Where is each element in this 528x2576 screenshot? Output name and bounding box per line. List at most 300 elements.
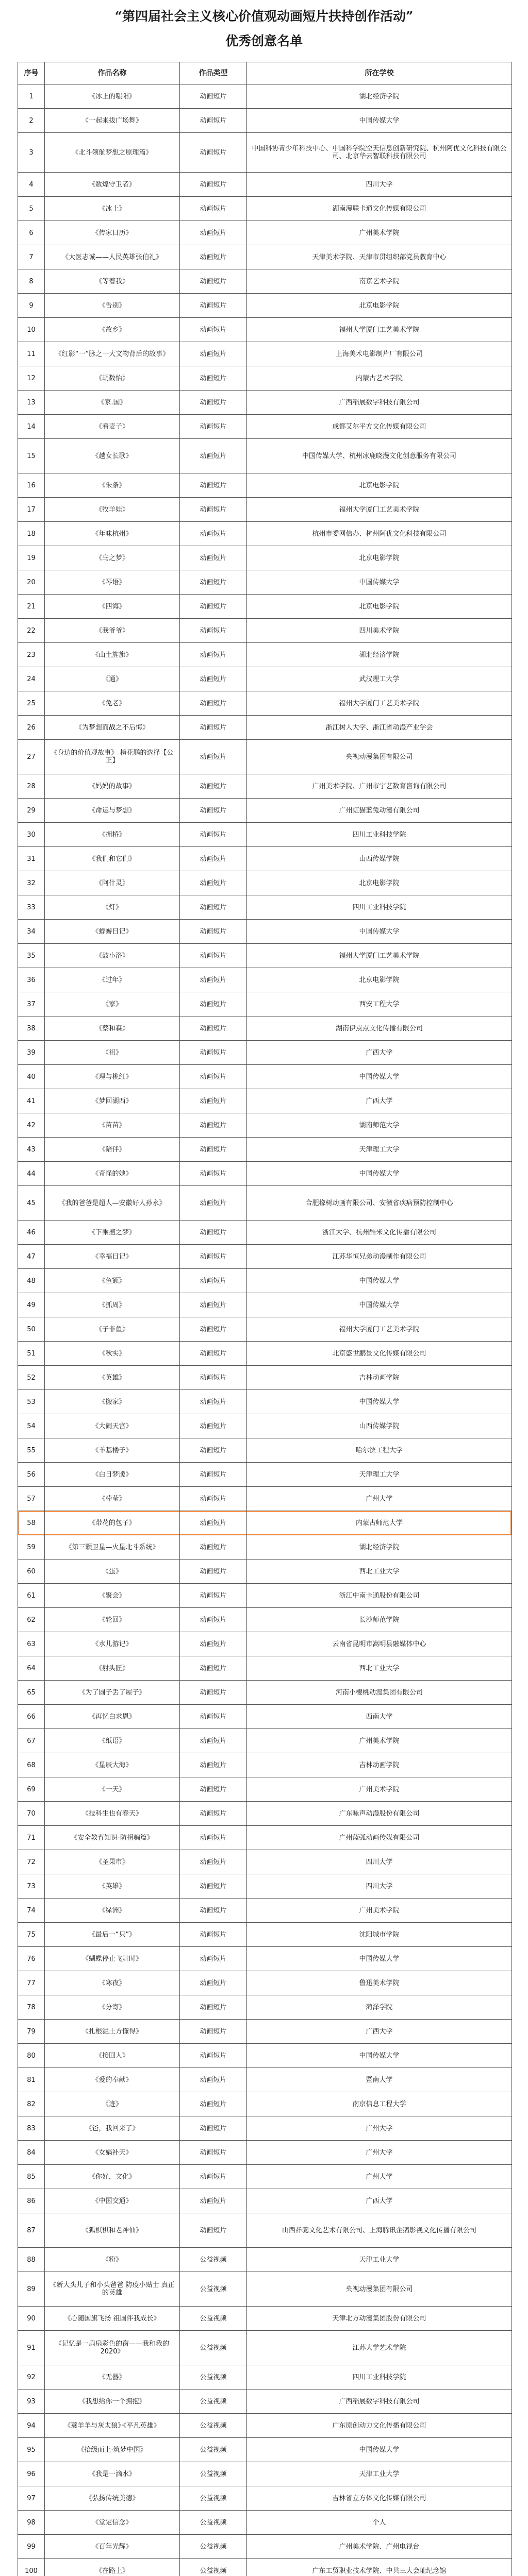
cell-name: 《爸，我回来了》 xyxy=(45,2116,180,2141)
table-row xyxy=(18,2462,512,2486)
cell-school: 广州大学 xyxy=(247,1487,512,1511)
cell-type: 动画短片 xyxy=(180,1656,247,1681)
cell-no: 19 xyxy=(18,546,45,570)
cell-type: 动画短片 xyxy=(180,920,247,944)
cell-no: 7 xyxy=(18,245,45,269)
cell-school: 湖北经济学院 xyxy=(247,643,512,667)
cell-no: 31 xyxy=(18,847,45,871)
cell-type: 公益视频 xyxy=(180,2365,247,2389)
cell-type: 动画短片 xyxy=(180,2020,247,2044)
cell-school: 暨南大学 xyxy=(247,2068,512,2092)
cell-name: 《阿什灵》 xyxy=(45,871,180,895)
cell-no: 24 xyxy=(18,667,45,691)
cell-school: 四川大学 xyxy=(247,173,512,197)
table-row xyxy=(18,439,512,473)
cell-name: 《第三颗卫星—火星北斗系统》 xyxy=(45,1535,180,1560)
cell-type: 公益视频 xyxy=(180,2272,247,2307)
cell-no: 17 xyxy=(18,498,45,522)
table-row xyxy=(18,2248,512,2272)
cell-name: 《免老》 xyxy=(45,691,180,716)
cell-no: 20 xyxy=(18,570,45,595)
table-row xyxy=(18,473,512,498)
cell-name: 《水儿游记》 xyxy=(45,1632,180,1656)
cell-type: 动画短片 xyxy=(180,2165,247,2189)
cell-school: 天津工业大学 xyxy=(247,2462,512,2486)
cell-type: 动画短片 xyxy=(180,2092,247,2116)
cell-no: 77 xyxy=(18,1971,45,1995)
cell-type: 公益视频 xyxy=(180,2389,247,2414)
cell-name: 《我是一滴水》 xyxy=(45,2462,180,2486)
cell-no: 98 xyxy=(18,2511,45,2535)
cell-name: 《百年光辉》 xyxy=(45,2535,180,2559)
cell-no: 52 xyxy=(18,1366,45,1390)
cell-name: 《粉》 xyxy=(45,2248,180,2272)
cell-type: 动画短片 xyxy=(180,1632,247,1656)
cell-no: 92 xyxy=(18,2365,45,2389)
cell-type: 动画短片 xyxy=(180,643,247,667)
cell-school: 西北工业大学 xyxy=(247,1560,512,1584)
cell-school: 广西大学 xyxy=(247,1041,512,1065)
cell-no: 57 xyxy=(18,1487,45,1511)
table-row xyxy=(18,716,512,740)
table-row xyxy=(18,84,512,109)
cell-name: 《苗苗》 xyxy=(45,1113,180,1138)
cell-school: 福州大学厦门工艺美术学院 xyxy=(247,944,512,968)
cell-school: 中国传媒大学 xyxy=(247,1947,512,1971)
table-row xyxy=(18,2331,512,2365)
cell-name: 《陪伴》 xyxy=(45,1138,180,1162)
table-row xyxy=(18,992,512,1016)
cell-name: 《冰上》 xyxy=(45,197,180,221)
cell-no: 23 xyxy=(18,643,45,667)
cell-no: 46 xyxy=(18,1221,45,1245)
table-row xyxy=(18,2213,512,2248)
table-body xyxy=(18,84,512,2576)
cell-school: 四川大学 xyxy=(247,1850,512,1874)
table-row xyxy=(18,1511,512,1535)
table-row xyxy=(18,1753,512,1777)
table-row xyxy=(18,2511,512,2535)
cell-name: 《爱的奉献》 xyxy=(45,2068,180,2092)
cell-type: 动画短片 xyxy=(180,799,247,823)
cell-type: 动画短片 xyxy=(180,570,247,595)
cell-type: 公益视频 xyxy=(180,2248,247,2272)
cell-no: 12 xyxy=(18,366,45,391)
cell-name: 《堂定信念》 xyxy=(45,2511,180,2535)
cell-school: 广州美术学院、广州市宇艺数育咨询有限公司 xyxy=(247,774,512,799)
table-row xyxy=(18,2020,512,2044)
cell-type: 动画短片 xyxy=(180,1947,247,1971)
cell-no: 96 xyxy=(18,2462,45,2486)
cell-name: 《通》 xyxy=(45,667,180,691)
cell-school: 山西祥骢文化艺术有限公司、上海腾讯企鹅影视文化传播有限公司 xyxy=(247,2213,512,2248)
cell-no: 83 xyxy=(18,2116,45,2141)
cell-name: 《秋实》 xyxy=(45,1342,180,1366)
cell-name: 《子非鱼》 xyxy=(45,1317,180,1342)
cell-no: 85 xyxy=(18,2165,45,2189)
cell-name: 《看麦子》 xyxy=(45,415,180,439)
cell-type: 动画短片 xyxy=(180,716,247,740)
cell-name: 《迹》 xyxy=(45,2092,180,2116)
cell-name: 《英雄》 xyxy=(45,1874,180,1899)
cell-name: 《女娲补天》 xyxy=(45,2141,180,2165)
cell-no: 64 xyxy=(18,1656,45,1681)
table-row xyxy=(18,546,512,570)
cell-school: 广州美术学院 xyxy=(247,221,512,245)
cell-no: 2 xyxy=(18,109,45,133)
cell-no: 1 xyxy=(18,84,45,109)
cell-type: 动画短片 xyxy=(180,1293,247,1317)
cell-school: 鲁迅美术学院 xyxy=(247,1971,512,1995)
table-row xyxy=(18,2389,512,2414)
table-row xyxy=(18,1138,512,1162)
cell-no: 68 xyxy=(18,1753,45,1777)
table-row xyxy=(18,1342,512,1366)
cell-name: 《乌之梦》 xyxy=(45,546,180,570)
table-row xyxy=(18,2438,512,2462)
cell-name: 《我想给你一个拥抱》 xyxy=(45,2389,180,2414)
cell-type: 动画短片 xyxy=(180,1681,247,1705)
table-header-row xyxy=(18,62,512,84)
cell-name: 《妈妈的故事》 xyxy=(45,774,180,799)
cell-school: 中国传媒大学 xyxy=(247,1293,512,1317)
cell-no: 90 xyxy=(18,2307,45,2331)
cell-name: 《下乘擅之梦》 xyxy=(45,1221,180,1245)
cell-name: 《分寄》 xyxy=(45,1995,180,2020)
cell-type: 动画短片 xyxy=(180,667,247,691)
cell-type: 公益视频 xyxy=(180,2414,247,2438)
cell-name: 《纸语》 xyxy=(45,1729,180,1753)
cell-name: 《红影“一”脉之一大文物背后的故事》 xyxy=(45,342,180,366)
cell-name: 《大闹天宫》 xyxy=(45,1414,180,1438)
cell-no: 13 xyxy=(18,391,45,415)
cell-type: 动画短片 xyxy=(180,473,247,498)
cell-no: 62 xyxy=(18,1608,45,1632)
cell-no: 50 xyxy=(18,1317,45,1342)
cell-name: 《理与桃红》 xyxy=(45,1065,180,1089)
cell-type: 动画短片 xyxy=(180,1269,247,1293)
cell-type: 动画短片 xyxy=(180,546,247,570)
cell-type: 动画短片 xyxy=(180,1874,247,1899)
cell-type: 动画短片 xyxy=(180,1802,247,1826)
cell-name: 《弘扬传统美德》 xyxy=(45,2486,180,2511)
cell-school: 北京电影学院 xyxy=(247,294,512,318)
cell-no: 99 xyxy=(18,2535,45,2559)
table-row xyxy=(18,2116,512,2141)
cell-type: 动画短片 xyxy=(180,342,247,366)
cell-school: 广西稻展数字科技有限公司 xyxy=(247,2389,512,2414)
cell-school: 天津理工大学 xyxy=(247,1463,512,1487)
cell-school: 广东工贸职业技术学院、中共三大会址纪念馆 xyxy=(247,2559,512,2576)
cell-no: 79 xyxy=(18,2020,45,2044)
cell-no: 8 xyxy=(18,269,45,294)
cell-name: 《等着我》 xyxy=(45,269,180,294)
cell-no: 86 xyxy=(18,2189,45,2213)
cell-name: 《安全教育知识-防拐骗篇》 xyxy=(45,1826,180,1850)
table-row xyxy=(18,643,512,667)
cell-no: 45 xyxy=(18,1186,45,1221)
table-row xyxy=(18,1777,512,1802)
cell-name: 《你好，文化》 xyxy=(45,2165,180,2189)
cell-school: 四川工业科技学院 xyxy=(247,823,512,847)
cell-type: 动画短片 xyxy=(180,109,247,133)
cell-name: 《蓑羊羊与灰太狼》·《平凡英雄》 xyxy=(45,2414,180,2438)
cell-no: 28 xyxy=(18,774,45,799)
cell-type: 公益视频 xyxy=(180,2307,247,2331)
cell-name: 《大医志诚——人民英雄张伯礼》 xyxy=(45,245,180,269)
table-row xyxy=(18,1487,512,1511)
table-row xyxy=(18,2486,512,2511)
cell-school: 北京盛世鹏景文化传媒有限公司 xyxy=(247,1342,512,1366)
cell-name: 《梦回湖西》 xyxy=(45,1089,180,1113)
cell-type: 公益视频 xyxy=(180,2486,247,2511)
cell-no: 74 xyxy=(18,1899,45,1923)
cell-school: 福州大学厦门工艺美术学院 xyxy=(247,691,512,716)
table-row xyxy=(18,498,512,522)
cell-no: 9 xyxy=(18,294,45,318)
table-row xyxy=(18,1162,512,1186)
cell-name: 《棒莹》 xyxy=(45,1487,180,1511)
cell-type: 动画短片 xyxy=(180,774,247,799)
cell-name: 《接回人》 xyxy=(45,2044,180,2068)
cell-name: 《为梦想而战之不后悔》 xyxy=(45,716,180,740)
cell-no: 89 xyxy=(18,2272,45,2307)
cell-no: 93 xyxy=(18,2389,45,2414)
table-row xyxy=(18,415,512,439)
cell-no: 73 xyxy=(18,1874,45,1899)
cell-name: 《灯》 xyxy=(45,895,180,920)
table-row xyxy=(18,318,512,342)
cell-type: 动画短片 xyxy=(180,269,247,294)
cell-no: 40 xyxy=(18,1065,45,1089)
cell-school: 广州美术学院 xyxy=(247,1729,512,1753)
cell-school: 中国传媒大学 xyxy=(247,1065,512,1089)
cell-no: 18 xyxy=(18,522,45,546)
cell-school: 内蒙古师范大学 xyxy=(247,1511,512,1535)
table-row xyxy=(18,1681,512,1705)
header-no: 序号 xyxy=(18,62,45,84)
cell-school: 广州虹猫蓝兔动漫有限公司 xyxy=(247,799,512,823)
cell-no: 95 xyxy=(18,2438,45,2462)
cell-school: 中国传媒大学 xyxy=(247,1269,512,1293)
document-title: “第四届社会主义核心价值观动画短片扶持创作活动” xyxy=(0,7,528,26)
cell-school: 广西大学 xyxy=(247,2189,512,2213)
cell-type: 动画短片 xyxy=(180,2116,247,2141)
cell-name: 《轮回》 xyxy=(45,1608,180,1632)
table-row xyxy=(18,1463,512,1487)
cell-school: 广州大学 xyxy=(247,2165,512,2189)
table-row xyxy=(18,1438,512,1463)
cell-type: 动画短片 xyxy=(180,1186,247,1221)
table-row xyxy=(18,342,512,366)
header-name: 作品名称 xyxy=(45,62,180,84)
cell-type: 动画短片 xyxy=(180,391,247,415)
cell-school: 广西大学 xyxy=(247,1089,512,1113)
cell-type: 动画短片 xyxy=(180,895,247,920)
cell-name: 《绿洲》 xyxy=(45,1899,180,1923)
cell-no: 63 xyxy=(18,1632,45,1656)
cell-type: 动画短片 xyxy=(180,1366,247,1390)
cell-school: 四川大学 xyxy=(247,1874,512,1899)
cell-type: 动画短片 xyxy=(180,1016,247,1041)
cell-name: 《圣果市》 xyxy=(45,1850,180,1874)
cell-name: 《过年》 xyxy=(45,968,180,992)
cell-school: 天津美术学院、天津市贯组织部党员教育中心 xyxy=(247,245,512,269)
cell-name: 《数煌守卫者》 xyxy=(45,173,180,197)
cell-type: 动画短片 xyxy=(180,1826,247,1850)
cell-no: 11 xyxy=(18,342,45,366)
table-row xyxy=(18,1560,512,1584)
cell-name: 《技科生也有春天》 xyxy=(45,1802,180,1826)
table-row xyxy=(18,1390,512,1414)
cell-type: 公益视频 xyxy=(180,2438,247,2462)
table-row xyxy=(18,366,512,391)
table-row xyxy=(18,2535,512,2559)
table-row xyxy=(18,823,512,847)
cell-name: 《鱼额》 xyxy=(45,1269,180,1293)
cell-name: 《冰上的嗤阳》 xyxy=(45,84,180,109)
cell-school: 个人 xyxy=(247,2511,512,2535)
cell-school: 福州大学厦门工艺美术学院 xyxy=(247,1317,512,1342)
cell-school: 央视动漫集团有限公司 xyxy=(247,2272,512,2307)
table-row xyxy=(18,1317,512,1342)
cell-no: 84 xyxy=(18,2141,45,2165)
cell-no: 69 xyxy=(18,1777,45,1802)
cell-name: 《鼓小洛》 xyxy=(45,944,180,968)
cell-type: 动画短片 xyxy=(180,823,247,847)
cell-type: 动画短片 xyxy=(180,1899,247,1923)
cell-no: 27 xyxy=(18,740,45,774)
cell-no: 42 xyxy=(18,1113,45,1138)
cell-no: 61 xyxy=(18,1584,45,1608)
cell-type: 动画短片 xyxy=(180,1414,247,1438)
table-row xyxy=(18,2092,512,2116)
cell-no: 53 xyxy=(18,1390,45,1414)
cell-type: 动画短片 xyxy=(180,1608,247,1632)
table-row xyxy=(18,1947,512,1971)
cell-type: 动画短片 xyxy=(180,498,247,522)
cell-school: 湖北经济学院 xyxy=(247,84,512,109)
cell-type: 动画短片 xyxy=(180,439,247,473)
cell-school: 云南省昆明市嵩明县融媒体中心 xyxy=(247,1632,512,1656)
cell-no: 72 xyxy=(18,1850,45,1874)
table-row xyxy=(18,1186,512,1221)
cell-type: 动画短片 xyxy=(180,366,247,391)
cell-no: 55 xyxy=(18,1438,45,1463)
table-row xyxy=(18,1874,512,1899)
cell-no: 81 xyxy=(18,2068,45,2092)
cell-school: 广州蓝弧动画传媒有限公司 xyxy=(247,1826,512,1850)
cell-name: 《新大头儿子和小头爸爸 防疫小贴士 真正的英雄 xyxy=(45,2272,180,2307)
cell-name: 《带花的包子》 xyxy=(45,1511,180,1535)
cell-name: 《蔡和森》 xyxy=(45,1016,180,1041)
cell-school: 南京信息工程大学 xyxy=(247,2092,512,2116)
cell-school: 湖南伊点点文化传播有限公司 xyxy=(247,1016,512,1041)
table-row xyxy=(18,570,512,595)
cell-no: 34 xyxy=(18,920,45,944)
cell-no: 5 xyxy=(18,197,45,221)
cell-no: 29 xyxy=(18,799,45,823)
cell-school: 山西传媒学院 xyxy=(247,1414,512,1438)
cell-name: 《最后一“只”》 xyxy=(45,1923,180,1947)
cell-no: 26 xyxy=(18,716,45,740)
cell-school: 广东原创动力文化传播有限公司 xyxy=(247,2414,512,2438)
table-row xyxy=(18,2559,512,2576)
table-row xyxy=(18,740,512,774)
cell-type: 动画短片 xyxy=(180,173,247,197)
table-row xyxy=(18,1632,512,1656)
cell-no: 36 xyxy=(18,968,45,992)
cell-no: 3 xyxy=(18,133,45,173)
cell-no: 41 xyxy=(18,1089,45,1113)
cell-name: 《蛋》 xyxy=(45,1560,180,1584)
table-row xyxy=(18,1608,512,1632)
table-row xyxy=(18,1113,512,1138)
cell-school: 中国传媒大学、杭州冰鹿晓漫文化创意服务有限公司 xyxy=(247,439,512,473)
cell-no: 75 xyxy=(18,1923,45,1947)
cell-type: 动画短片 xyxy=(180,1560,247,1584)
cell-type: 公益视频 xyxy=(180,2462,247,2486)
cell-name: 《聚会》 xyxy=(45,1584,180,1608)
cell-type: 动画短片 xyxy=(180,1138,247,1162)
cell-no: 6 xyxy=(18,221,45,245)
cell-type: 公益视频 xyxy=(180,2535,247,2559)
cell-no: 38 xyxy=(18,1016,45,1041)
cell-school: 哈尔滨工程大学 xyxy=(247,1438,512,1463)
table-row xyxy=(18,2141,512,2165)
table-row xyxy=(18,2365,512,2389)
cell-school: 江苏大学艺术学院 xyxy=(247,2331,512,2365)
cell-name: 《英雄》 xyxy=(45,1366,180,1390)
cell-type: 动画短片 xyxy=(180,1850,247,1874)
cell-school: 西北工业大学 xyxy=(247,1656,512,1681)
table-row xyxy=(18,522,512,546)
cell-school: 中国传媒大学 xyxy=(247,920,512,944)
cell-type: 动画短片 xyxy=(180,619,247,643)
table-row xyxy=(18,391,512,415)
cell-no: 59 xyxy=(18,1535,45,1560)
cell-type: 动画短片 xyxy=(180,1245,247,1269)
cell-name: 《蝴蝶停止飞舞时》 xyxy=(45,1947,180,1971)
cell-type: 动画短片 xyxy=(180,318,247,342)
cell-type: 动画短片 xyxy=(180,294,247,318)
cell-school: 广西稻展数字科技有限公司 xyxy=(247,391,512,415)
cell-school: 四川工业科技学院 xyxy=(247,2365,512,2389)
cell-type: 动画短片 xyxy=(180,1535,247,1560)
cell-school: 浙江中南卡通股份有限公司 xyxy=(247,1584,512,1608)
cell-name: 《琴语》 xyxy=(45,570,180,595)
cell-type: 动画短片 xyxy=(180,133,247,173)
cell-type: 动画短片 xyxy=(180,1162,247,1186)
table-row xyxy=(18,1802,512,1826)
cell-type: 动画短片 xyxy=(180,1463,247,1487)
cell-type: 动画短片 xyxy=(180,740,247,774)
cell-name: 《搬家》 xyxy=(45,1390,180,1414)
table-row xyxy=(18,2165,512,2189)
cell-no: 16 xyxy=(18,473,45,498)
table-row xyxy=(18,968,512,992)
cell-no: 51 xyxy=(18,1342,45,1366)
table-row xyxy=(18,920,512,944)
cell-school: 中国传媒大学 xyxy=(247,1390,512,1414)
cell-name: 《告别》 xyxy=(45,294,180,318)
cell-school: 西安工程大学 xyxy=(247,992,512,1016)
cell-no: 30 xyxy=(18,823,45,847)
cell-name: 《寒夜》 xyxy=(45,1971,180,1995)
cell-name: 《心随国旗飞扬 祖国伴我成长》 xyxy=(45,2307,180,2331)
cell-no: 80 xyxy=(18,2044,45,2068)
cell-type: 动画短片 xyxy=(180,1511,247,1535)
